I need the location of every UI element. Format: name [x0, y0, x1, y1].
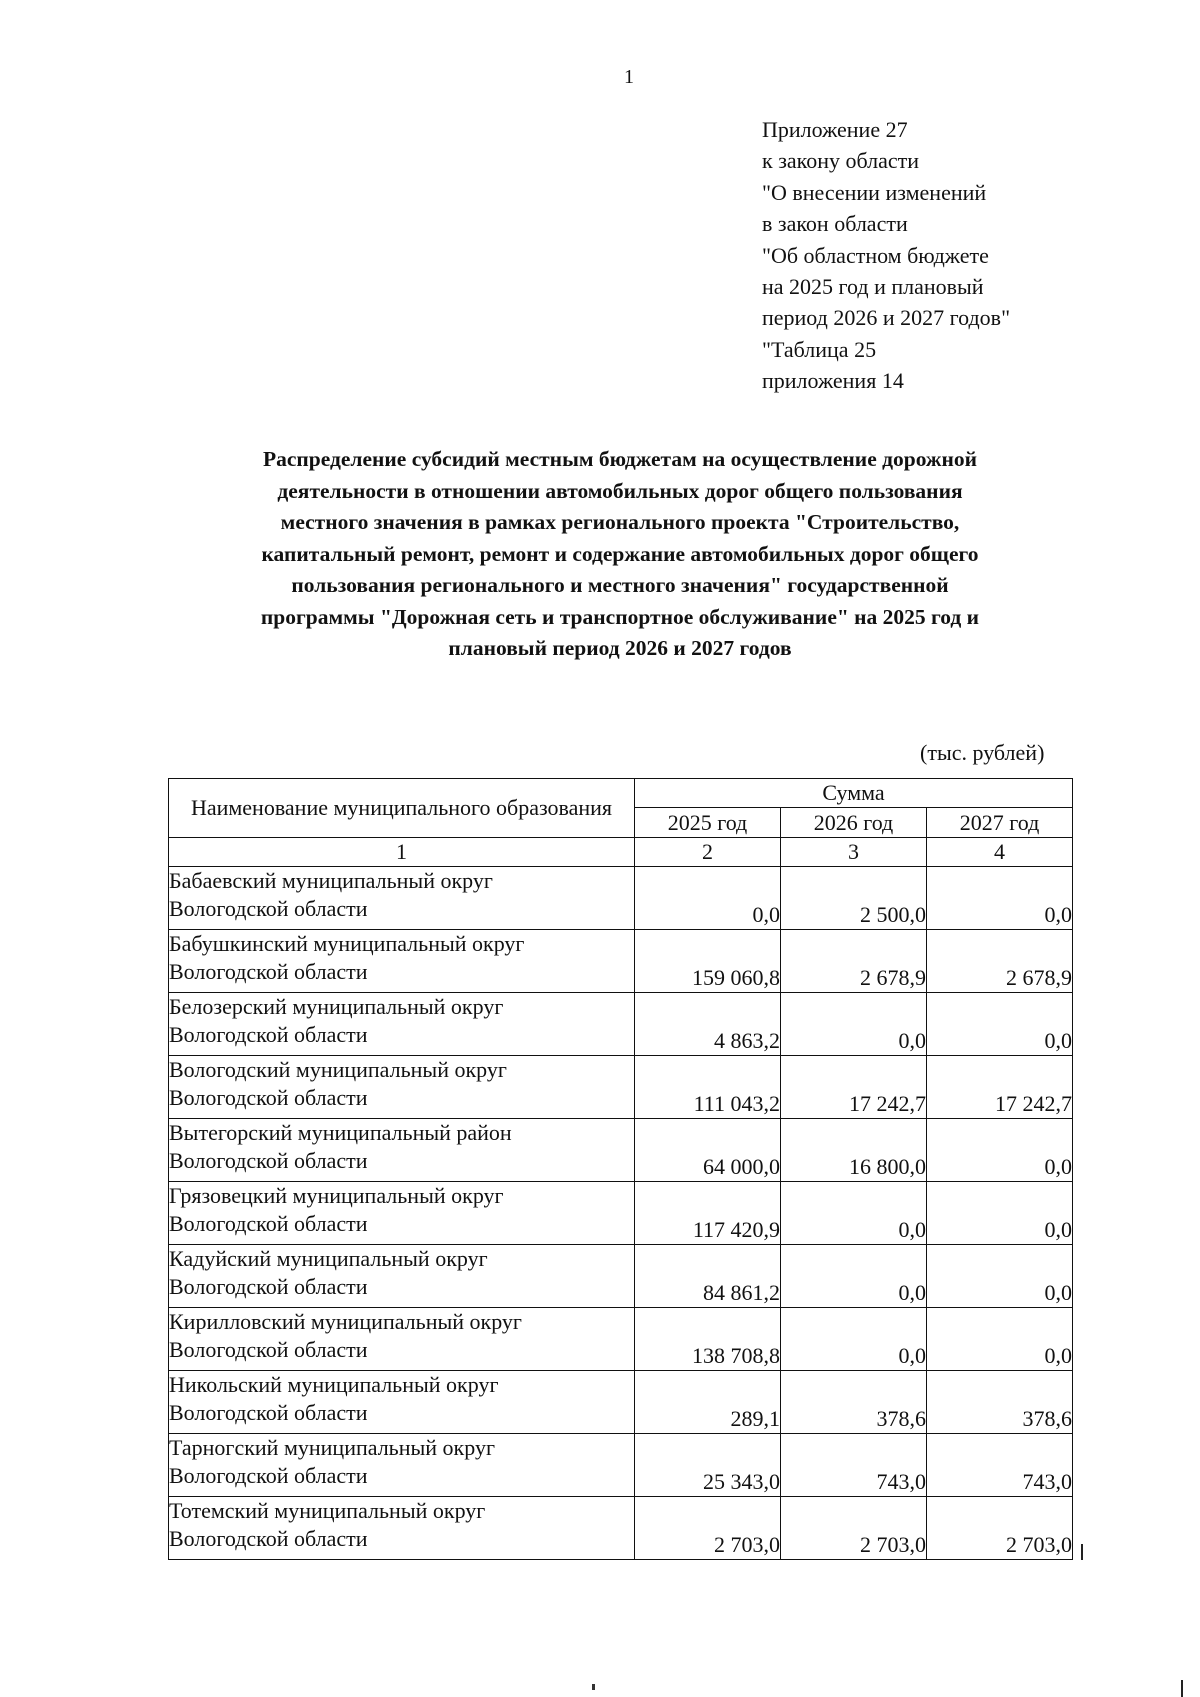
name-line: Вологодской области: [169, 1148, 368, 1173]
name-line: Белозерский муниципальный округ: [169, 994, 504, 1019]
scan-mark: [592, 1684, 595, 1690]
amount-2026: 2 678,9: [781, 930, 927, 993]
amount-2025: 84 861,2: [635, 1245, 781, 1308]
appendix-line: "Таблица 25: [762, 336, 877, 362]
amount-2026: 0,0: [781, 1182, 927, 1245]
amount-2025: 138 708,8: [635, 1308, 781, 1371]
name-line: Бабаевский муниципальный округ: [169, 868, 493, 893]
amount-2027: 378,6: [927, 1371, 1073, 1434]
column-number: 2: [635, 838, 781, 867]
name-line: Вологодской области: [169, 1211, 368, 1236]
table-row: [169, 867, 1073, 930]
amount-2027: 0,0: [927, 1119, 1073, 1182]
municipality-name: [169, 1434, 635, 1497]
scan-mark: [1181, 1680, 1183, 1697]
municipality-name: [169, 1245, 635, 1308]
appendix-line: к закону области: [762, 148, 920, 174]
table-row: [169, 1308, 1073, 1371]
name-line: Вологодской области: [169, 896, 368, 921]
amount-2025: 117 420,9: [635, 1182, 781, 1245]
column-number: 1: [169, 838, 635, 867]
title-line: Распределение субсидий местным бюджетам на осуществление дорожной: [262, 447, 978, 471]
title-line: программы "Дорожная сеть и транспортное обслуживание" на 2025 год и: [260, 604, 980, 629]
municipality-name: [169, 1056, 635, 1119]
appendix-line: период 2026 и 2027 годов": [762, 305, 1011, 331]
name-line: Вологодской области: [169, 1337, 368, 1362]
table-row: [169, 1434, 1073, 1497]
column-number: 3: [781, 838, 927, 867]
amount-2026: 0,0: [781, 1245, 927, 1308]
name-line: Вологодский муниципальный округ: [169, 1057, 507, 1082]
name-line: Вологодской области: [169, 1085, 368, 1110]
amount-2025: 4 863,2: [635, 993, 781, 1056]
amount-2026: 743,0: [781, 1434, 927, 1497]
name-line: Вологодской области: [169, 1400, 368, 1425]
amount-2027: 2 703,0: [927, 1497, 1073, 1560]
name-line: Вологодской области: [169, 959, 368, 984]
amount-2027: 2 678,9: [927, 930, 1073, 993]
table-row: [169, 1371, 1073, 1434]
amount-2027: 0,0: [927, 993, 1073, 1056]
amount-2025: 159 060,8: [635, 930, 781, 993]
name-line: Тарногский муниципальный округ: [169, 1435, 495, 1460]
name-line: Кирилловский муниципальный округ: [169, 1309, 522, 1334]
municipality-name: [169, 1371, 635, 1434]
header-year-2025: 2025 год: [635, 808, 781, 838]
scan-mark: [1081, 1544, 1083, 1560]
column-number: 4: [927, 838, 1073, 867]
name-line: Тотемский муниципальный округ: [169, 1498, 486, 1523]
table-row: [169, 1245, 1073, 1308]
table-row: [169, 993, 1073, 1056]
subsidy-table: [168, 778, 1073, 1560]
appendix-line: "О внесении изменений: [762, 179, 987, 205]
municipality-name: [169, 930, 635, 993]
title-line: деятельности в отношении автомобильных дорог общего пользования: [277, 478, 963, 503]
appendix-line: "Об областном бюджете: [762, 242, 989, 268]
header-year-2027: 2027 год: [927, 808, 1073, 838]
table-row: [169, 1497, 1073, 1560]
appendix-line: Приложение 27: [762, 117, 908, 142]
amount-2027: 0,0: [927, 1245, 1073, 1308]
amount-2026: 16 800,0: [781, 1119, 927, 1182]
header-municipality-name: Наименование муниципального образования: [169, 779, 635, 838]
municipality-name: [169, 1182, 635, 1245]
units-label: (тыс. рублей): [920, 740, 1045, 765]
name-line: Вологодской области: [169, 1274, 368, 1299]
amount-2027: 0,0: [927, 867, 1073, 930]
table-row: [169, 1056, 1073, 1119]
table-row: [169, 930, 1073, 993]
amount-2026: 0,0: [781, 993, 927, 1056]
document-title: [170, 444, 1070, 665]
name-line: Бабушкинский муниципальный округ: [169, 931, 525, 956]
amount-2026: 0,0: [781, 1308, 927, 1371]
amount-2025: 289,1: [635, 1371, 781, 1434]
appendix-line: приложения 14: [762, 368, 904, 394]
header-sum: Сумма: [635, 779, 1073, 808]
municipality-name: [169, 1119, 635, 1182]
amount-2026: 2 500,0: [781, 867, 927, 930]
amount-2026: 378,6: [781, 1371, 927, 1434]
municipality-name: [169, 867, 635, 930]
title-line: местного значения в рамках регионального проекта "Строительство,: [280, 510, 960, 534]
amount-2025: 64 000,0: [635, 1119, 781, 1182]
name-line: Вологодской области: [169, 1526, 368, 1551]
amount-2027: 0,0: [927, 1308, 1073, 1371]
amount-2026: 17 242,7: [781, 1056, 927, 1119]
name-line: Вытегорский муниципальный район: [169, 1120, 512, 1145]
amount-2027: 743,0: [927, 1434, 1073, 1497]
municipality-name: [169, 993, 635, 1056]
table-row: [169, 1182, 1073, 1245]
appendix-line: на 2025 год и плановый: [762, 274, 984, 300]
amount-2026: 2 703,0: [781, 1497, 927, 1560]
title-line: плановый период 2026 и 2027 годов: [448, 636, 792, 660]
appendix-line: в закон области: [762, 211, 908, 237]
title-line: пользования регионального и местного значения" государственной: [291, 573, 949, 597]
header-year-2026: 2026 год: [781, 808, 927, 838]
amount-2025: 0,0: [635, 867, 781, 930]
name-line: Вологодской области: [169, 1022, 368, 1047]
amount-2025: 111 043,2: [635, 1056, 781, 1119]
page-number: 1: [624, 66, 634, 88]
appendix-reference: [762, 114, 1010, 397]
amount-2025: 25 343,0: [635, 1434, 781, 1497]
title-line: капитальный ремонт, ремонт и содержание автомобильных дорог общего: [261, 541, 979, 566]
name-line: Грязовецкий муниципальный округ: [169, 1183, 504, 1208]
name-line: Никольский муниципальный округ: [169, 1372, 499, 1397]
name-line: Кадуйский муниципальный округ: [169, 1246, 488, 1271]
table-row: [169, 1119, 1073, 1182]
name-line: Вологодской области: [169, 1463, 368, 1488]
municipality-name: [169, 1497, 635, 1560]
municipality-name: [169, 1308, 635, 1371]
amount-2027: 0,0: [927, 1182, 1073, 1245]
amount-2025: 2 703,0: [635, 1497, 781, 1560]
amount-2027: 17 242,7: [927, 1056, 1073, 1119]
